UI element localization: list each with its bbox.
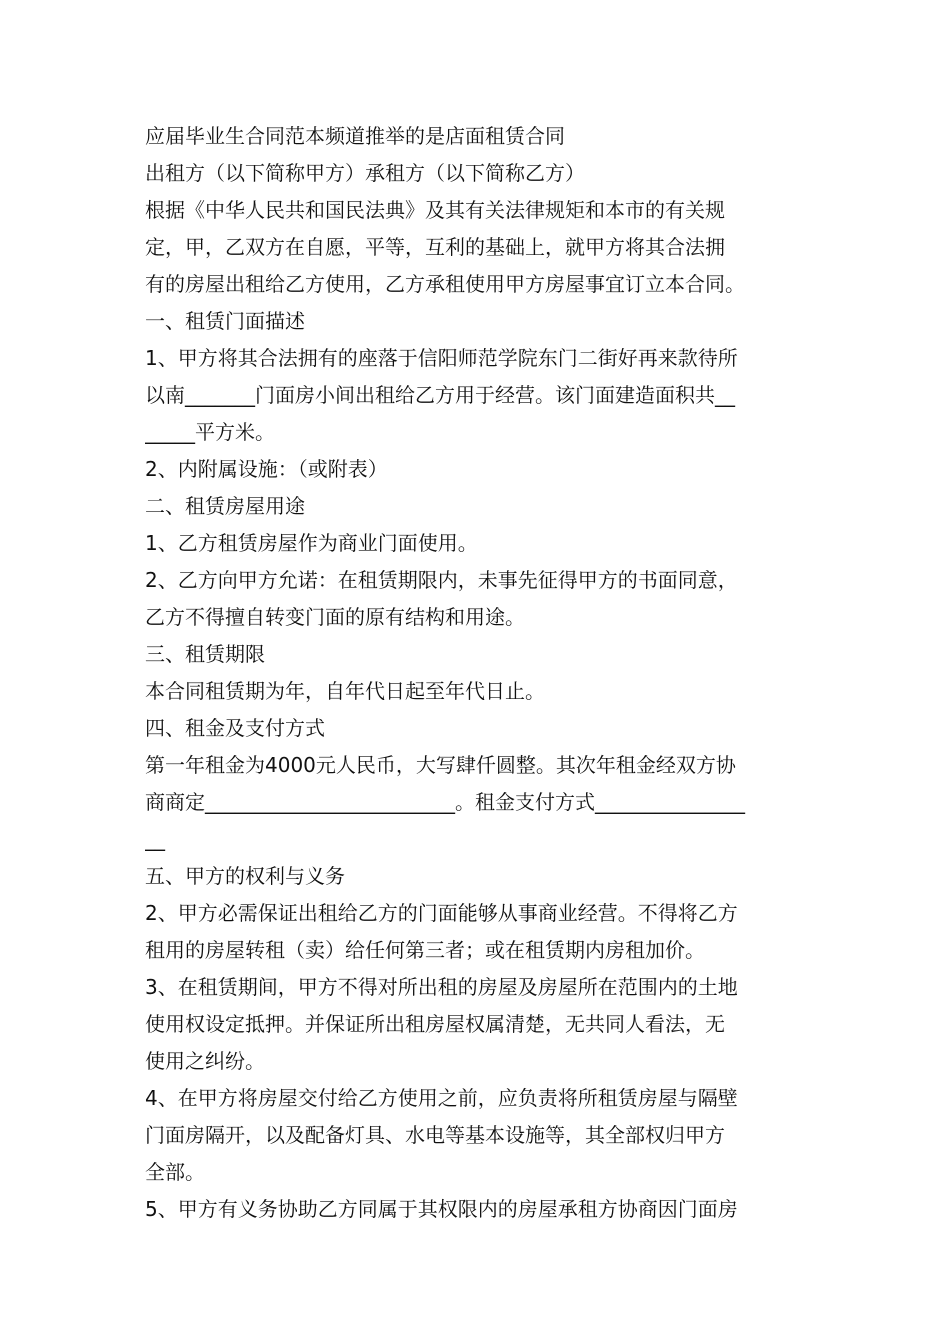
text-line: 1、甲方将其合法拥有的座落于信阳师范学院东门二街好再来款待所 bbox=[145, 346, 738, 370]
text-line: 本合同租赁期为年，自年代日起至年代日止。 bbox=[145, 679, 545, 703]
text-line: 使用权设定抵押。并保证所出租房屋权属清楚，无共同人看法，无 bbox=[145, 1012, 725, 1036]
section-heading: 二、租赁房屋用途 bbox=[145, 494, 305, 518]
text-line: 根据《中华人民共和国民法典》及其有关法律规矩和本市的有关规 bbox=[145, 198, 725, 222]
document-body bbox=[145, 118, 810, 1228]
text-line: __ bbox=[145, 827, 165, 851]
text-line: 4、在甲方将房屋交付给乙方使用之前，应负责将所租赁房屋与隔壁 bbox=[145, 1086, 738, 1110]
text-line: 全部。 bbox=[145, 1160, 205, 1184]
text-line: 租用的房屋转租（卖）给任何第三者；或在租赁期内房租加价。 bbox=[145, 938, 705, 962]
text-line: 使用之纠纷。 bbox=[145, 1049, 265, 1073]
text-line: 有的房屋出租给乙方使用，乙方承租使用甲方房屋事宜订立本合同。 bbox=[145, 272, 745, 296]
text-line: 门面房隔开，以及配备灯具、水电等基本设施等，其全部权归甲方 bbox=[145, 1123, 725, 1147]
section-heading: 五、甲方的权利与义务 bbox=[145, 864, 345, 888]
text-line: 2、甲方必需保证出租给乙方的门面能够从事商业经营。不得将乙方 bbox=[145, 901, 738, 925]
section-heading: 四、租金及支付方式 bbox=[145, 716, 325, 740]
text-line: 3、在租赁期间，甲方不得对所出租的房屋及房屋所在范围内的土地 bbox=[145, 975, 738, 999]
text-line: 定，甲，乙双方在自愿，平等，互利的基础上，就甲方将其合法拥 bbox=[145, 235, 725, 259]
section-heading: 一、租赁门面描述 bbox=[145, 309, 305, 333]
text-line: 商商定_________________________。租金支付方式_______________ bbox=[145, 790, 745, 814]
text-line: 乙方不得擅自转变门面的原有结构和用途。 bbox=[145, 605, 525, 629]
text-line: 2、乙方向甲方允诺：在租赁期限内，未事先征得甲方的书面同意， bbox=[145, 568, 738, 592]
text-line: 5、甲方有义务协助乙方同属于其权限内的房屋承租方协商因门面房 bbox=[145, 1197, 738, 1221]
text-line: 出租方（以下简称甲方）承租方（以下简称乙方） bbox=[145, 161, 585, 185]
text-line: _____平方米。 bbox=[145, 420, 275, 444]
text-line: 1、乙方租赁房屋作为商业门面使用。 bbox=[145, 531, 478, 555]
text-line: 以南_______门面房小间出租给乙方用于经营。该门面建造面积共__ bbox=[145, 383, 735, 407]
text-line: 第一年租金为4000元人民币，大写肆仟圆整。其次年租金经双方协 bbox=[145, 753, 736, 777]
section-heading: 三、租赁期限 bbox=[145, 642, 265, 666]
text-line: 应届毕业生合同范本频道推举的是店面租赁合同 bbox=[145, 124, 565, 148]
text-line: 2、内附属设施：（或附表） bbox=[145, 457, 388, 481]
